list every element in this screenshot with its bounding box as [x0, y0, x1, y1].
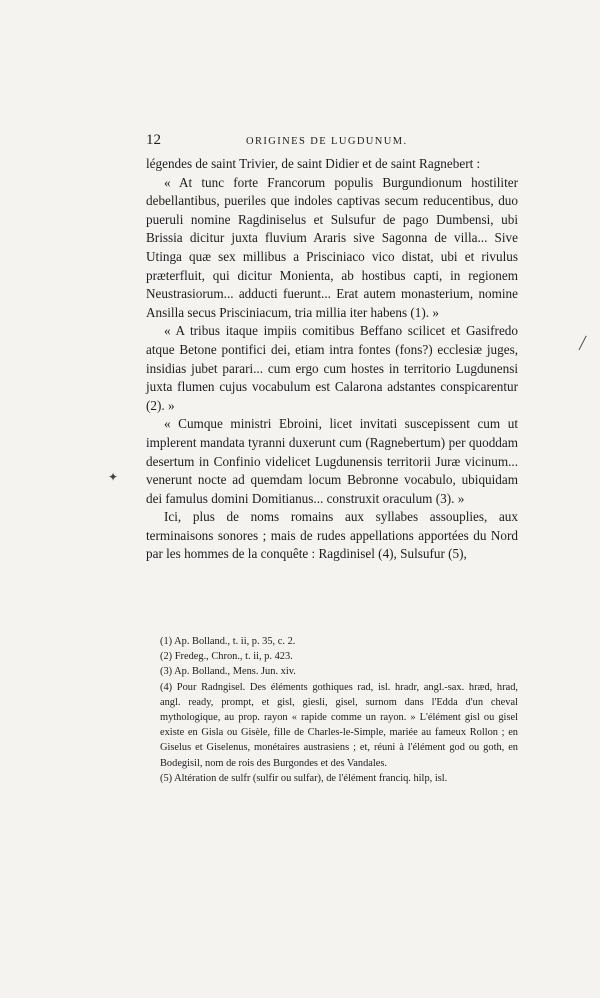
footnote-5: (5) Altération de sulfr (sulfir ou sulfar), de l'élément franciq. hilp, isl.	[160, 772, 448, 784]
paragraph-quote-2: « A tribus itaque impiis comitibus Beffano scilicet et Gasifredo atque Betone pontifici dei, etiam intra fontes (fons?) ecclesiæ juges, insidias jubet parari... cum ergo cum hostes in territorio Lugdunensi juxta flumen cujus vocabulum est Calarona adstantes conspicarentur (2). »	[146, 323, 518, 413]
footnote-2: (2) Fredeg., Chron., t. ii, p. 423.	[160, 651, 293, 663]
footnote-3: (3) Ap. Bolland., Mens. Jun. xiv.	[160, 666, 296, 678]
footnotes	[146, 634, 518, 786]
page-number: 12	[146, 132, 161, 148]
paragraph-intro: légendes de saint Trivier, de saint Didier et de saint Ragnebert :	[146, 156, 481, 171]
paragraph-quote-1: « At tunc forte Francorum populis Burgundionum hostiliter debellantibus, pueriles que indoles captivas secum reducentibus, duo pueruli nomine Ragdiniselus et Sulsufur de pago Dumbensi, ubi Brissia dicitur juxta fluvium Araris sive Sagonna de villa... Sive Utinga quæ sex millibus a Prisciniaco vico distat, ubi et rivulus præterfluit, qui dicitur Monienta, ab hostibus capti, in regionem Neustrasiorum... adducti fuerunt... Erat autem monasterium, nomine Ansilla secus Prisciniacum, tria millia iter habens (1). »	[146, 174, 518, 320]
margin-tick-mark: ╱	[579, 336, 587, 350]
margin-dot-mark: ✦	[108, 470, 119, 484]
paragraph-commentary: Ici, plus de noms romains aux syllabes assouplies, aux terminaisons sonores ; mais de rudes appellations apportées du Nord par les hommes de la conquête : Ragdinisel (4), Sulsufur (5),	[146, 509, 518, 562]
running-title: ORIGINES DE LUGDUNUM.	[246, 136, 408, 147]
main-text	[146, 155, 518, 564]
paragraph-quote-3: « Cumque ministri Ebroini, licet invitati suscepissent cum ut implerent mandata tyranni duxerunt cum (Ragnebertum) per quoddam desertum in Confinio videlicet Lugdunensis territorii Juræ vicinum... venerunt nocte ad quemdam locum Bebronne vocabulo, ubiquidam dei famulus domini Domitianus... construxit oraculum (3). »	[146, 416, 518, 506]
footnote-1: (1) Ap. Bolland., t. ii, p. 35, c. 2.	[160, 636, 296, 647]
footnote-4: (4) Pour Radngisel. Des éléments gothiques rad, isl. hradr, angl.-sax. hræd, hrad, angl. ready, prompt, et gisl, giesli, gisel, surnom dans l'Edda d'un cheval mythologique, au prop. rayon « rapide comme un rayon. » L'élément gisl ou gisel existe en Gisla ou Gisèle, fille de Charles-le-Simple, mariée au fameux Rollon ; en Giselus et Giselenus, monétaires austrasiens ; et, réuni à l'élément god ou goth, en Bodegisil, nom de rois des Burgondes et des Vandales.	[160, 681, 518, 769]
